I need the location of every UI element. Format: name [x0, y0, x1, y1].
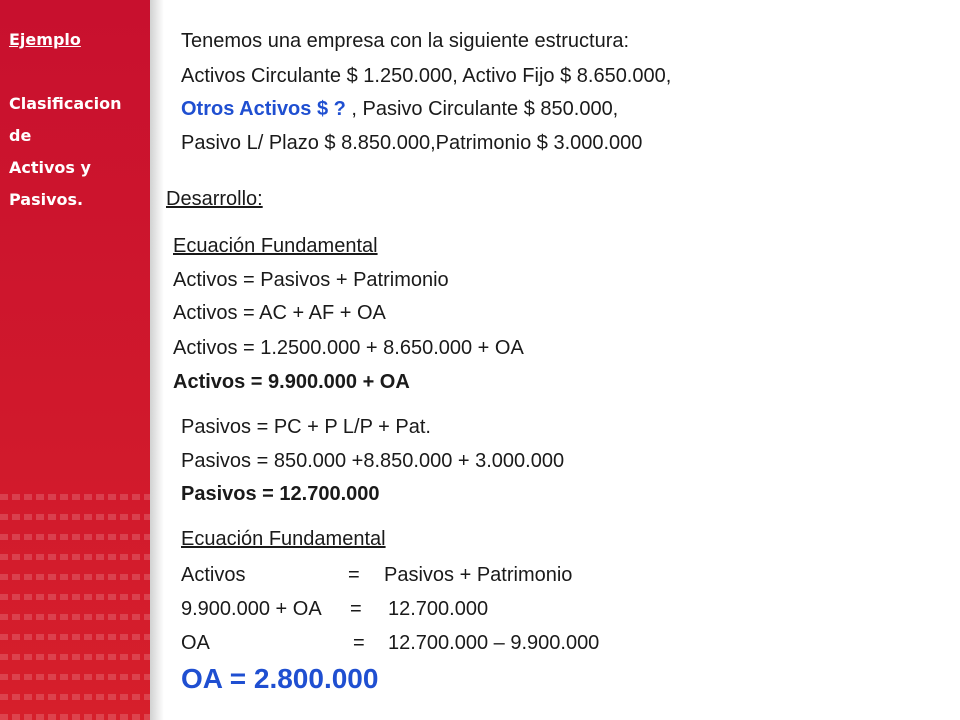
pasivos-equation-1: Pasivos = PC + P L/P + Pat.	[181, 416, 431, 438]
sidebar-line: de	[9, 126, 32, 145]
activos-equation-2: Activos = AC + AF + OA	[173, 302, 386, 324]
sidebar-spacer	[9, 56, 122, 88]
sidebar-link-ejemplo[interactable]: Ejemplo	[9, 30, 81, 49]
result-oa: OA = 2.800.000	[181, 663, 379, 694]
final-row-1	[181, 563, 681, 587]
sidebar-pattern	[0, 480, 150, 720]
sidebar-line: Activos y	[9, 158, 91, 177]
final-row-equals: =	[348, 564, 360, 586]
activos-equation-4: Activos = 9.900.000 + OA	[173, 371, 410, 393]
final-row-equals: =	[353, 632, 365, 654]
intro-line-3	[181, 97, 618, 121]
activos-equation-3: Activos = 1.2500.000 + 8.650.000 + OA	[173, 337, 524, 359]
ecuacion-heading-2: Ecuación Fundamental	[181, 528, 386, 550]
sidebar-line: Pasivos.	[9, 190, 84, 209]
activos-equation-1: Activos = Pasivos + Patrimonio	[173, 269, 449, 291]
sidebar-block	[9, 24, 122, 216]
final-row-3	[181, 631, 681, 655]
intro-line-3-rest: , Pasivo Circulante $ 850.000,	[345, 98, 619, 120]
final-row-equals: =	[350, 598, 362, 620]
final-row-right: 12.700.000	[388, 598, 489, 620]
pasivos-equation-3: Pasivos = 12.700.000	[181, 483, 380, 505]
ecuacion-heading-1: Ecuación Fundamental	[173, 235, 378, 257]
intro-line-4: Pasivo L/ Plazo $ 8.850.000,Patrimonio $ 3.000.000	[181, 132, 643, 154]
sidebar-line: Clasificacion	[9, 94, 122, 113]
intro-line-1: Tenemos una empresa con la siguiente estructura:	[181, 30, 630, 52]
intro-line-2: Activos Circulante $ 1.250.000, Activo Fijo $ 8.650.000,	[181, 65, 672, 87]
pasivos-equation-2: Pasivos = 850.000 +8.850.000 + 3.000.000	[181, 450, 565, 472]
final-row-left: Activos	[181, 564, 246, 586]
sidebar-shadow	[150, 0, 164, 720]
final-row-right: 12.700.000 – 9.900.000	[388, 632, 600, 654]
desarrollo-heading: Desarrollo:	[166, 188, 263, 210]
final-row-left: 9.900.000 + OA	[181, 598, 322, 620]
final-row-2	[181, 597, 681, 621]
otros-activos-highlight: Otros Activos $ ?	[181, 98, 346, 120]
final-row-left: OA	[181, 632, 210, 654]
final-row-right: Pasivos + Patrimonio	[384, 564, 573, 586]
